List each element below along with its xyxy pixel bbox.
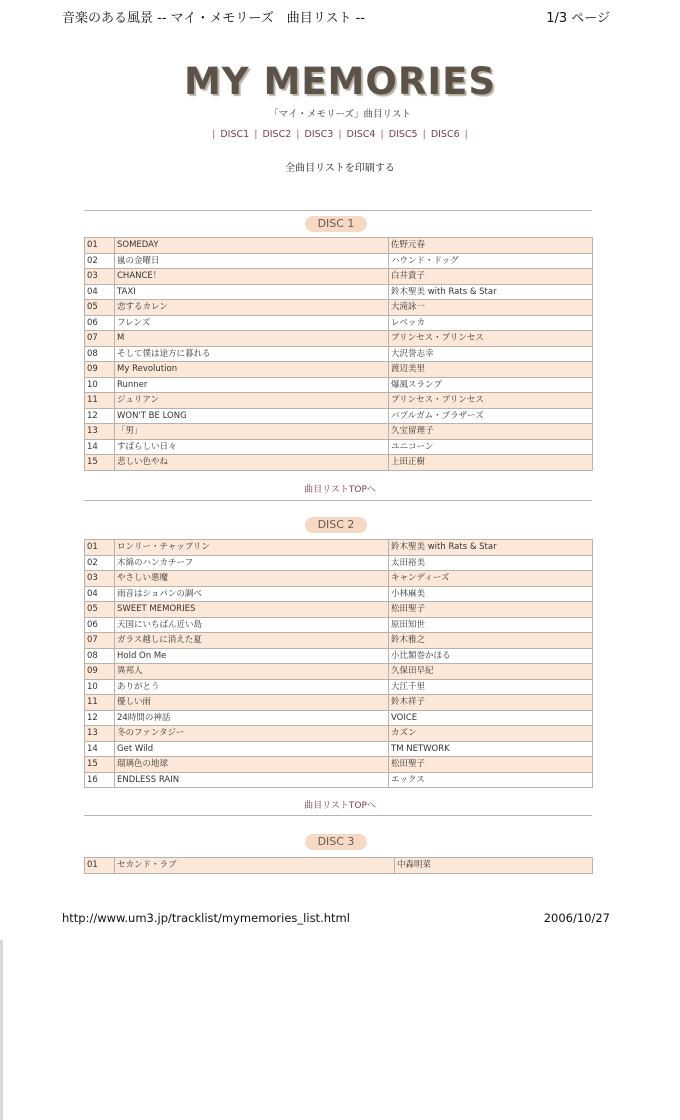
track-artist: プリンセス・プリンセス: [389, 331, 593, 347]
track-number: 01: [85, 858, 115, 874]
section-divider: [84, 815, 592, 816]
track-title: ありがとう: [115, 679, 389, 695]
track-artist: 太田裕美: [389, 555, 593, 571]
track-number: 05: [85, 602, 115, 618]
track-artist: 大滝詠一: [389, 300, 593, 316]
track-number: 08: [85, 648, 115, 664]
tracklist-top-link[interactable]: 曲目リストTOPへ: [304, 801, 376, 811]
nav-separator: |: [338, 129, 342, 140]
table-row: [85, 300, 593, 316]
disc-nav: [0, 129, 680, 140]
disc-3-heading: DISC 3: [305, 834, 367, 850]
track-number: 03: [85, 269, 115, 285]
track-artist: キャンディーズ: [389, 571, 593, 587]
track-number: 01: [85, 540, 115, 556]
track-title: そして僕は途方に暮れる: [115, 346, 389, 362]
table-row: [85, 586, 593, 602]
table-row: [85, 757, 593, 773]
track-number: 15: [85, 455, 115, 471]
track-title: Hold On Me: [115, 648, 389, 664]
track-title: CHANCE！: [115, 269, 389, 285]
section-divider: [84, 210, 592, 211]
track-title: ジュリアン: [115, 393, 389, 409]
track-number: 13: [85, 424, 115, 440]
track-artist: 鈴木祥子: [389, 695, 593, 711]
track-number: 04: [85, 586, 115, 602]
table-row: [85, 617, 593, 633]
tracklist-top-link[interactable]: 曲目リストTOPへ: [304, 485, 376, 495]
print-header-page: 1/3 ページ: [546, 11, 610, 26]
table-row: [85, 726, 593, 742]
track-number: 02: [85, 555, 115, 571]
table-row: [85, 331, 593, 347]
page-subtitle: 「マイ・メモリーズ」曲目リスト: [269, 109, 411, 120]
track-artist: プリンセス・プリンセス: [389, 393, 593, 409]
track-number: 10: [85, 679, 115, 695]
track-artist: 久宝留理子: [389, 424, 593, 440]
track-title: ガラス越しに消えた夏: [115, 633, 389, 649]
track-artist: ハウンド・ドッグ: [389, 253, 593, 269]
track-artist: TM NETWORK: [389, 741, 593, 757]
track-artist: 上田正樹: [389, 455, 593, 471]
track-artist: 小比類巻かほる: [389, 648, 593, 664]
table-row: [85, 772, 593, 788]
track-title: My Revolution: [115, 362, 389, 378]
disc-3-track-table: [84, 857, 593, 874]
table-row: [85, 555, 593, 571]
table-row: [85, 269, 593, 285]
table-row: [85, 377, 593, 393]
track-artist: 鈴木雅之: [389, 633, 593, 649]
track-number: 15: [85, 757, 115, 773]
track-artist: 小林麻美: [389, 586, 593, 602]
track-title: 雨音はショパンの調べ: [115, 586, 389, 602]
table-row: [85, 602, 593, 618]
track-number: 13: [85, 726, 115, 742]
track-number: 08: [85, 346, 115, 362]
disc-1-heading: DISC 1: [305, 216, 367, 232]
nav-link-disc5[interactable]: DISC5: [388, 129, 418, 140]
track-artist: 中森明菜: [395, 858, 593, 874]
table-row: [85, 633, 593, 649]
table-row: [85, 695, 593, 711]
disc-1-track-table: [84, 237, 593, 471]
track-title: 恋するカレン: [115, 300, 389, 316]
print-footer: [62, 911, 610, 927]
track-number: 16: [85, 772, 115, 788]
track-number: 01: [85, 238, 115, 254]
track-number: 14: [85, 439, 115, 455]
print-footer-date: 2006/10/27: [543, 911, 610, 925]
track-artist: 松田聖子: [389, 757, 593, 773]
table-row: [85, 253, 593, 269]
track-number: 05: [85, 300, 115, 316]
track-title: 24時間の神話: [115, 710, 389, 726]
track-artist: レベッカ: [389, 315, 593, 331]
table-row: [85, 710, 593, 726]
track-title: 天国にいちばん近い島: [115, 617, 389, 633]
table-row: [85, 648, 593, 664]
track-number: 10: [85, 377, 115, 393]
track-title: 木綿のハンカチーフ: [115, 555, 389, 571]
track-title: 瑠璃色の地球: [115, 757, 389, 773]
track-artist: 大沢誉志幸: [389, 346, 593, 362]
table-row: [85, 315, 593, 331]
track-title: Get Wild: [115, 741, 389, 757]
table-row: [85, 540, 593, 556]
track-artist: ユニコーン: [389, 439, 593, 455]
print-header-title: 音楽のある風景 -- マイ・メモリーズ 曲目リスト --: [62, 11, 365, 26]
track-artist: カズン: [389, 726, 593, 742]
track-title: SOMEDAY: [115, 238, 389, 254]
nav-separator: |: [422, 129, 426, 140]
print-footer-url: http://www.um3.jp/tracklist/mymemories_list.html: [62, 911, 350, 925]
table-row: [85, 424, 593, 440]
track-number: 02: [85, 253, 115, 269]
table-row: [85, 362, 593, 378]
track-number: 04: [85, 284, 115, 300]
nav-separator: |: [464, 129, 468, 140]
track-title: 「男」: [115, 424, 389, 440]
disc-2-heading: DISC 2: [305, 517, 367, 533]
disc-2-track-table: [84, 539, 593, 788]
table-row: [85, 393, 593, 409]
track-artist: 鈴木聖美 with Rats & Star: [389, 284, 593, 300]
track-title: すばらしい日々: [115, 439, 389, 455]
print-header: [62, 7, 610, 25]
track-title: セカンド・ラブ: [115, 858, 395, 874]
nav-link-disc4[interactable]: DISC4: [346, 129, 376, 140]
nav-separator: |: [212, 129, 216, 140]
page-cut: [0, 876, 680, 906]
track-title: 嵐の金曜日: [115, 253, 389, 269]
track-artist: 原田知世: [389, 617, 593, 633]
track-title: ENDLESS RAIN: [115, 772, 389, 788]
table-row: [85, 571, 593, 587]
track-number: 09: [85, 362, 115, 378]
table-row: [85, 741, 593, 757]
track-title: 悲しい色やね: [115, 455, 389, 471]
track-artist: エックス: [389, 772, 593, 788]
track-title: 優しい雨: [115, 695, 389, 711]
track-number: 11: [85, 393, 115, 409]
table-row: [85, 439, 593, 455]
track-artist: 白井貴子: [389, 269, 593, 285]
track-number: 12: [85, 710, 115, 726]
section-divider: [84, 500, 592, 501]
table-row: [85, 408, 593, 424]
site-logo[interactable]: MY MEMORIES: [183, 60, 497, 103]
track-number: 12: [85, 408, 115, 424]
track-artist: VOICE: [389, 710, 593, 726]
track-artist: 爆風スランプ: [389, 377, 593, 393]
track-title: M: [115, 331, 389, 347]
track-artist: 渡辺美里: [389, 362, 593, 378]
table-row: [85, 679, 593, 695]
nav-separator: |: [380, 129, 384, 140]
track-title: 異邦人: [115, 664, 389, 680]
track-number: 11: [85, 695, 115, 711]
track-number: 14: [85, 741, 115, 757]
scan-edge: [0, 940, 3, 1120]
track-title: SWEET MEMORIES: [115, 602, 389, 618]
table-row: [85, 284, 593, 300]
nav-link-disc3[interactable]: DISC3: [304, 129, 334, 140]
table-row: [85, 858, 593, 874]
nav-link-disc1[interactable]: DISC1: [220, 129, 250, 140]
track-title: 冬のファンタジー: [115, 726, 389, 742]
nav-link-disc2[interactable]: DISC2: [262, 129, 292, 140]
table-row: [85, 346, 593, 362]
track-number: 07: [85, 633, 115, 649]
nav-separator: |: [254, 129, 258, 140]
track-artist: バブルガム・ブラザーズ: [389, 408, 593, 424]
track-artist: 久保田早紀: [389, 664, 593, 680]
table-row: [85, 664, 593, 680]
track-title: WON'T BE LONG: [115, 408, 389, 424]
track-number: 03: [85, 571, 115, 587]
nav-separator: |: [296, 129, 300, 140]
track-number: 07: [85, 331, 115, 347]
track-number: 09: [85, 664, 115, 680]
table-row: [85, 455, 593, 471]
track-number: 06: [85, 617, 115, 633]
track-title: やさしい悪魔: [115, 571, 389, 587]
track-title: Runner: [115, 377, 389, 393]
table-row: [85, 238, 593, 254]
print-all-link[interactable]: 全曲目リストを印刷する: [285, 163, 395, 174]
track-title: フレンズ: [115, 315, 389, 331]
track-title: ロンリー・チャップリン: [115, 540, 389, 556]
track-artist: 鈴木聖美 with Rats & Star: [389, 540, 593, 556]
track-title: TAXI: [115, 284, 389, 300]
track-artist: 佐野元春: [389, 238, 593, 254]
track-artist: 大江千里: [389, 679, 593, 695]
track-artist: 松田聖子: [389, 602, 593, 618]
track-number: 06: [85, 315, 115, 331]
nav-link-disc6[interactable]: DISC6: [430, 129, 460, 140]
